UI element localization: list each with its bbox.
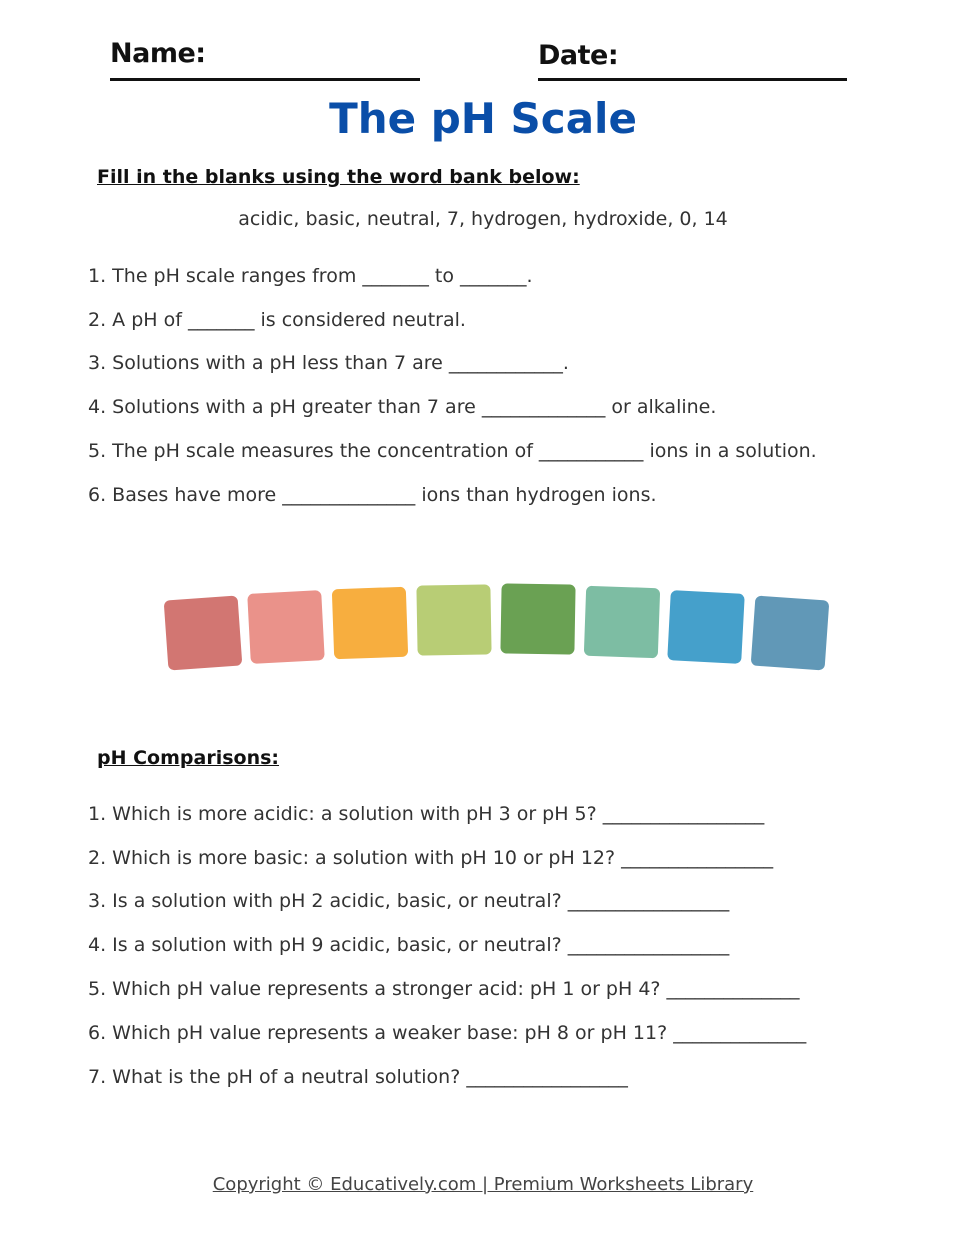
comparison-question: 3. Is a solution with pH 2 acidic, basic, or neutral? _________________ xyxy=(88,890,730,912)
fill-in-heading: Fill in the blanks using the word bank below: xyxy=(97,166,580,188)
ph-color-swatch xyxy=(247,590,325,664)
fill-question: 2. A pH of _______ is considered neutral. xyxy=(88,309,466,331)
fill-question: 1. The pH scale ranges from _______ to _______. xyxy=(88,265,533,287)
name-label: Name: xyxy=(110,38,206,69)
date-line[interactable] xyxy=(538,78,847,81)
comparison-question: 2. Which is more basic: a solution with pH 10 or pH 12? ________________ xyxy=(88,847,774,869)
comparison-question: 4. Is a solution with pH 9 acidic, basic, or neutral? _________________ xyxy=(88,934,730,956)
comparisons-heading: pH Comparisons: xyxy=(97,747,280,769)
page-title: The pH Scale xyxy=(329,94,637,143)
comparison-question: 5. Which pH value represents a stronger acid: pH 1 or pH 4? ______________ xyxy=(88,978,800,1000)
ph-color-swatch xyxy=(164,596,243,671)
ph-color-swatch xyxy=(751,596,830,671)
fill-question: 3. Solutions with a pH less than 7 are ____________. xyxy=(88,352,569,374)
date-label: Date: xyxy=(538,40,619,71)
ph-color-swatch xyxy=(584,586,660,659)
comparison-question: 1. Which is more acidic: a solution with pH 3 or pH 5? _________________ xyxy=(88,803,765,825)
fill-question: 4. Solutions with a pH greater than 7 are _____________ or alkaline. xyxy=(88,396,717,418)
fill-question: 5. The pH scale measures the concentration of ___________ ions in a solution. xyxy=(88,440,817,462)
comparison-question: 6. Which pH value represents a weaker base: pH 8 or pH 11? ______________ xyxy=(88,1022,807,1044)
name-line[interactable] xyxy=(110,78,420,81)
ph-color-swatch xyxy=(416,584,491,655)
comparison-question: 7. What is the pH of a neutral solution? _________________ xyxy=(88,1066,628,1088)
ph-color-swatch xyxy=(667,590,745,664)
ph-color-swatch xyxy=(332,587,408,660)
word-bank: acidic, basic, neutral, 7, hydrogen, hydroxide, 0, 14 xyxy=(238,208,728,230)
copyright-footer[interactable]: Copyright © Educatively.com | Premium Worksheets Library xyxy=(212,1174,754,1195)
fill-question: 6. Bases have more ______________ ions than hydrogen ions. xyxy=(88,484,657,506)
ph-color-swatch xyxy=(500,583,575,654)
